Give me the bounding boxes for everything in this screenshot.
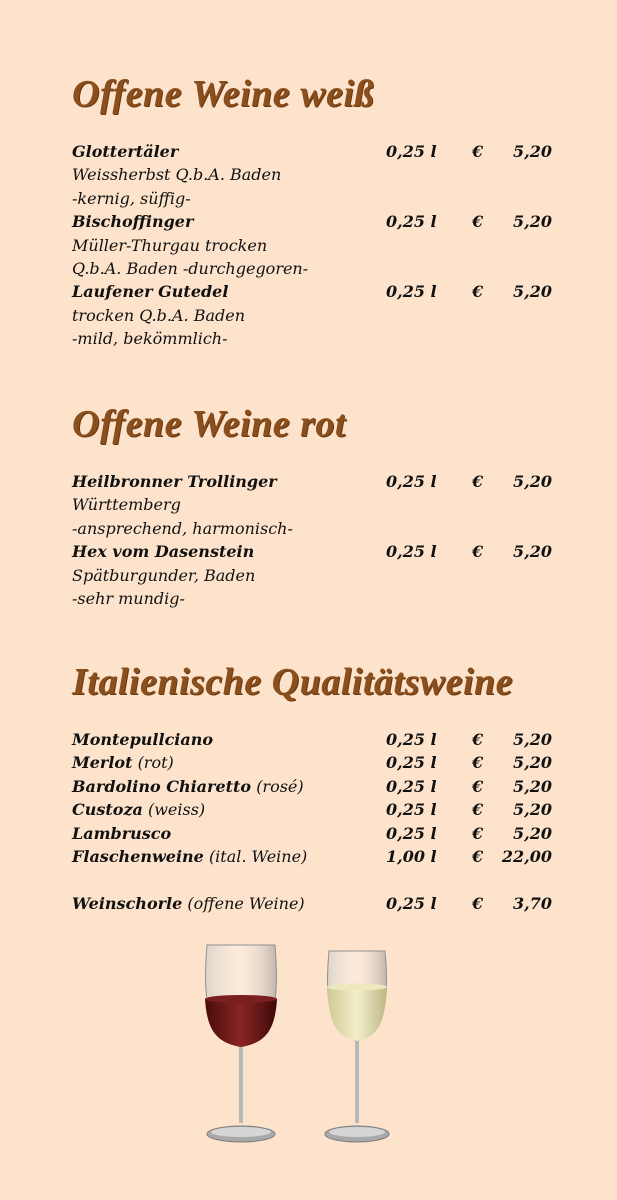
wine-description: trocken Q.b.A. Baden	[72, 305, 245, 325]
wine-price: 5,20	[513, 542, 552, 562]
wine-name: Flaschenweine	[72, 846, 204, 866]
red-wines-list	[72, 470, 552, 610]
italian-wines-list	[72, 728, 552, 915]
section-title-white-wines: Offene Weine weiß	[72, 73, 374, 115]
wine-price: 22,00	[501, 846, 552, 866]
wine-price: 5,20	[513, 212, 552, 232]
wine-name: Montepullciano	[72, 730, 214, 749]
wine-row	[72, 280, 552, 303]
section-title-red-wines: Offene Weine rot	[72, 403, 346, 445]
wine-description: -kernig, süffig-	[72, 188, 191, 208]
spacer	[72, 868, 552, 891]
wine-row	[72, 140, 552, 163]
wine-volume: 0,25 l	[386, 800, 437, 820]
currency-symbol: €	[472, 212, 484, 232]
wine-description: Q.b.A. Baden -durchgegoren-	[72, 258, 309, 278]
wine-description: Weissherbst Q.b.A. Baden	[72, 165, 282, 185]
wine-name: Glottertäler	[72, 142, 179, 161]
wine-row	[72, 210, 552, 233]
wine-note: (ital. Weine)	[208, 846, 308, 866]
wine-description: -sehr mundig-	[72, 588, 185, 608]
wine-name: Bardolino Chiaretto	[72, 776, 252, 796]
wine-price: 5,20	[513, 800, 552, 820]
wine-volume: 0,25 l	[386, 730, 437, 749]
wine-volume: 1,00 l	[386, 846, 437, 866]
white-wine-glass-icon	[325, 951, 389, 1142]
wine-price: 5,20	[513, 472, 552, 491]
wine-price: 5,20	[513, 823, 552, 843]
wine-name: Hex vom Dasenstein	[72, 542, 255, 562]
wine-volume: 0,25 l	[386, 776, 437, 796]
wine-volume: 0,25 l	[386, 893, 437, 913]
wine-note: (rot)	[137, 753, 174, 773]
wine-row	[72, 540, 552, 563]
wine-note: (offene Weine)	[187, 893, 305, 913]
currency-symbol: €	[472, 730, 484, 749]
wine-price: 5,20	[513, 142, 552, 161]
currency-symbol: €	[472, 472, 484, 491]
currency-symbol: €	[472, 776, 484, 796]
wine-name: Merlot	[72, 753, 133, 773]
wine-description: Württemberg	[72, 495, 181, 515]
currency-symbol: €	[472, 846, 484, 866]
wine-row	[72, 470, 552, 493]
wine-description: Spätburgunder, Baden	[72, 565, 256, 585]
wine-volume: 0,25 l	[386, 753, 437, 773]
wine-name: Laufener Gutedel	[72, 282, 229, 302]
wine-note: (weiss)	[147, 800, 206, 820]
wine-volume: 0,25 l	[386, 142, 437, 161]
currency-symbol: €	[472, 893, 484, 913]
wine-price: 5,20	[513, 282, 552, 302]
wine-description: Müller-Thurgau trocken	[72, 235, 268, 255]
wine-row	[72, 728, 552, 751]
currency-symbol: €	[472, 753, 484, 773]
wine-price: 5,20	[513, 730, 552, 749]
wine-name: Bischoffinger	[72, 212, 194, 232]
white-wines-list	[72, 140, 552, 351]
wine-row	[72, 822, 552, 845]
wine-volume: 0,25 l	[386, 212, 437, 232]
currency-symbol: €	[472, 542, 484, 562]
wine-row	[72, 798, 552, 821]
wine-volume: 0,25 l	[386, 542, 437, 562]
wine-row	[72, 845, 552, 868]
wine-price: 5,20	[513, 776, 552, 796]
section-title-italian-wines: Italienische Qualitätsweine	[72, 661, 514, 703]
wine-name: Lambrusco	[72, 823, 172, 843]
wine-note: (rosé)	[256, 776, 304, 796]
wine-description: -mild, bekömmlich-	[72, 329, 228, 349]
wine-description: -ansprechend, harmonisch-	[72, 518, 293, 538]
wine-name: Custoza	[72, 800, 143, 820]
wine-name: Heilbronner Trollinger	[72, 472, 277, 491]
wine-price: 5,20	[513, 753, 552, 773]
wine-row	[72, 775, 552, 798]
wine-name: Weinschorle	[72, 893, 183, 913]
wine-volume: 0,25 l	[386, 823, 437, 843]
wine-price: 3,70	[513, 893, 552, 913]
wine-glasses-illustration	[195, 935, 405, 1150]
wine-row	[72, 751, 552, 774]
currency-symbol: €	[472, 823, 484, 843]
currency-symbol: €	[472, 800, 484, 820]
wine-volume: 0,25 l	[386, 282, 437, 302]
wine-volume: 0,25 l	[386, 472, 437, 491]
wine-row-weinschorle	[72, 892, 552, 915]
red-wine-glass-icon	[205, 945, 277, 1142]
currency-symbol: €	[472, 142, 484, 161]
currency-symbol: €	[472, 282, 484, 302]
